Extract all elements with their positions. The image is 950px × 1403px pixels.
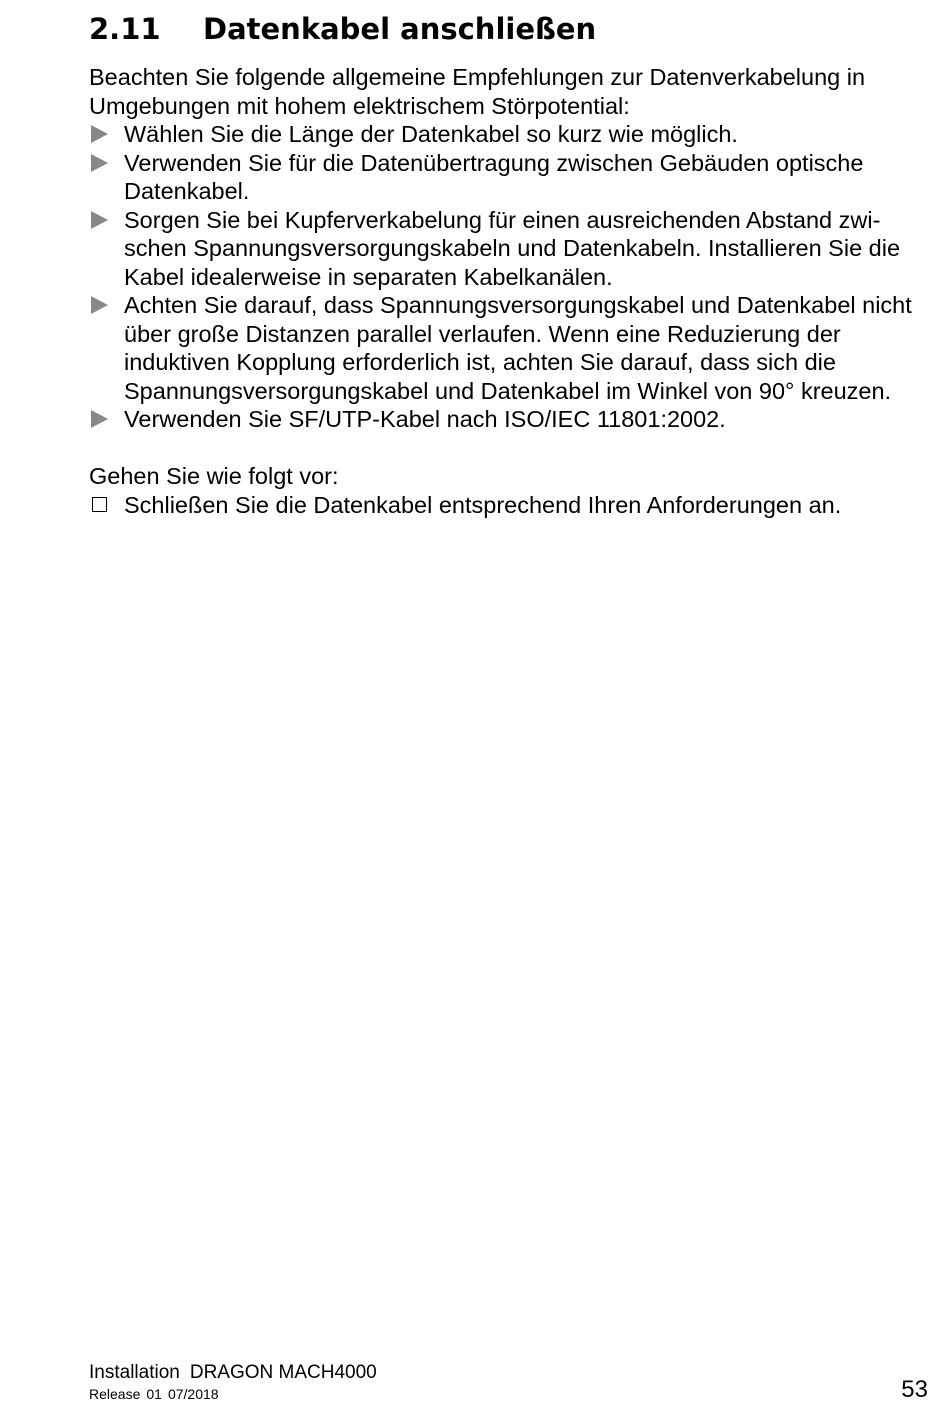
recommendation-text: Verwenden Sie für die Datenübertragung zwischen Gebäuden optische Datenkabel. (124, 149, 864, 204)
triangle-right-icon (91, 125, 108, 143)
paragraph-spacer (89, 434, 929, 463)
recommendation-text: Sorgen Sie bei Kupferverkabelung für einen ausreichenden Abstand zwischen Spannungsversorgungskabeln und Datenkabeln. Installieren Sie die Kabel idealerweise in separaten Kabelkanälen. (124, 206, 901, 290)
procedure-lead: Gehen Sie wie folgt vor: (89, 463, 339, 489)
list-item (89, 206, 929, 292)
recommendation-list (89, 120, 929, 434)
section-heading (89, 9, 929, 49)
section-title: Datenkabel anschließen (203, 12, 597, 46)
list-item (89, 405, 929, 434)
footer-doc-type: Installation (89, 1362, 180, 1383)
list-item (89, 149, 929, 206)
checkbox-icon (92, 497, 107, 512)
triangle-right-icon (91, 154, 108, 172)
intro-paragraph: Beachten Sie folgende allgemeine Empfehlungen zur Datenverkabelung in Umgebungen mit hohem elektrischem Störpotential: (89, 64, 866, 119)
triangle-right-icon (91, 211, 108, 229)
footer-title (89, 1362, 377, 1384)
triangle-right-icon (91, 410, 108, 428)
recommendation-text: Verwenden Sie SF/UTP-Kabel nach ISO/IEC 11801:2002. (124, 406, 726, 432)
section-body (89, 63, 929, 519)
page-number: 53 (901, 1376, 928, 1403)
list-item (89, 291, 929, 405)
release-date: 07/2018 (167, 1386, 219, 1402)
release-number: 01 (146, 1386, 162, 1402)
section-number: 2.11 (89, 12, 161, 46)
list-item (89, 120, 929, 149)
triangle-right-icon (91, 296, 108, 314)
procedure-step (89, 491, 929, 520)
footer-product: DRAGON MACH4000 (189, 1362, 377, 1383)
recommendation-text: Achten Sie darauf, dass Spannungsversorgungskabel und Datenkabel nicht über große Distanzen parallel verlaufen. Wenn eine Reduzierung der induktiven Kopplung erforderlich ist, achten Sie darauf, dass sich die Spannungsversorgungskabel und Datenkabel im Winkel von 90° kreuzen. (124, 292, 912, 404)
recommendation-text: Wählen Sie die Länge der Datenkabel so kurz wie möglich. (124, 121, 738, 147)
procedure-step-text: Schließen Sie die Datenkabel entsprechend Ihren Anforderungen an. (124, 491, 842, 518)
release-label: Release (89, 1386, 141, 1402)
footer-release (89, 1386, 219, 1402)
